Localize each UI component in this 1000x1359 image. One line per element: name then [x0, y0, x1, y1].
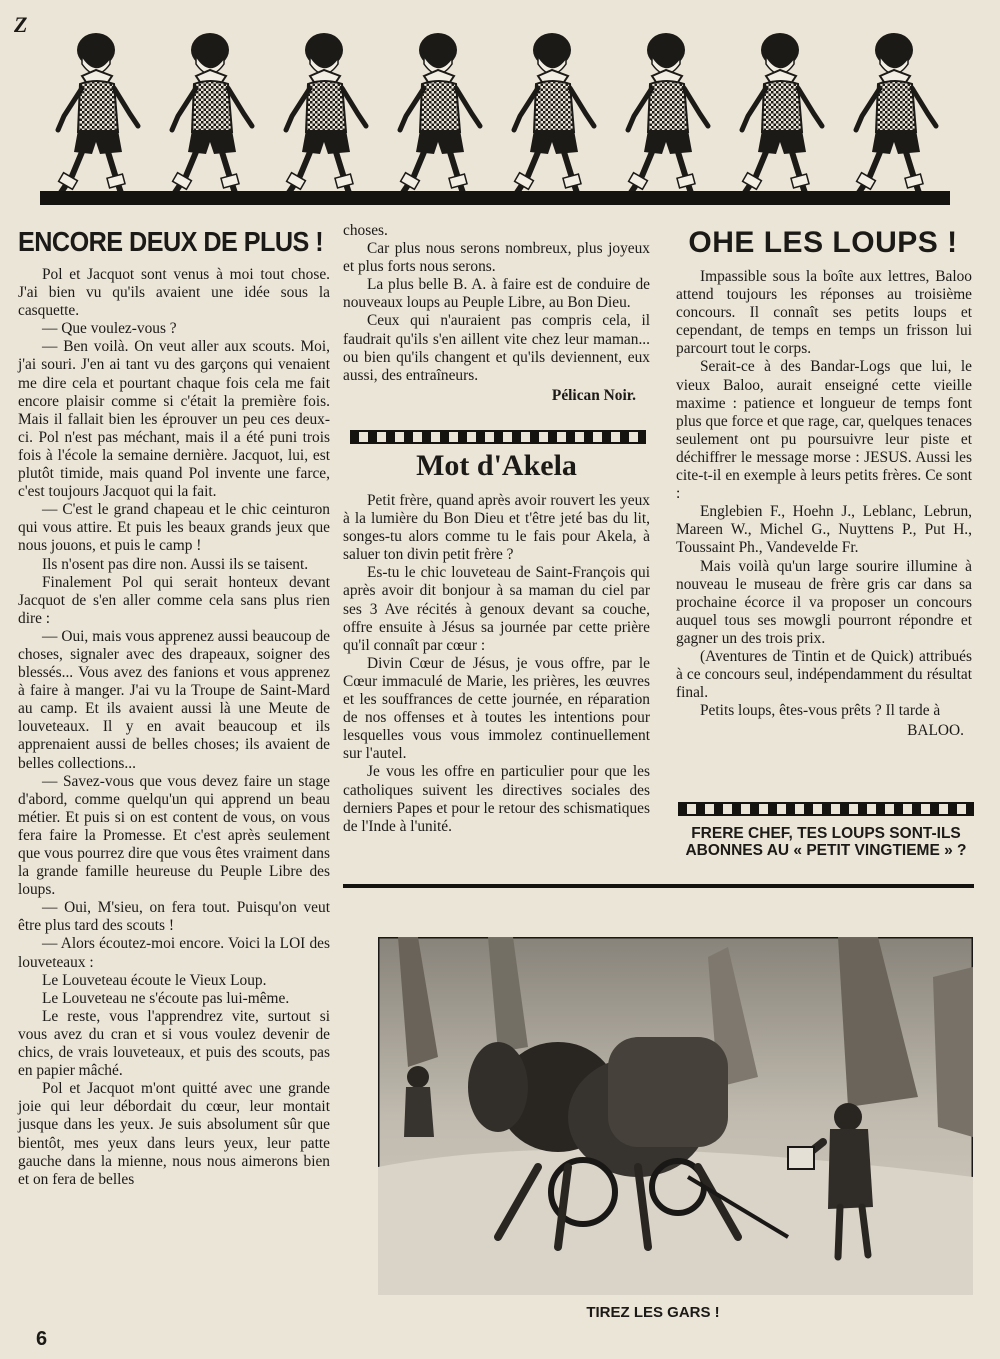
article2-title: Mot d'Akela [416, 449, 577, 482]
article1-paragraph: Pol et Jacquot m'ont quitté avec une grande joie qui leur débordait du cœur, leur montait jusque dans les yeux. Je suis absolument sûr que bientôt, mes yeux dans leurs yeux, leur patte gauche dans la mienne, nous nous aimerons bien et on fera de belles [18, 1080, 330, 1188]
article1-paragraph: Pol et Jacquot sont venus à moi tout chose. J'ai bien vu qu'ils avaient une idée sous la casquette. [18, 266, 330, 320]
article1-paragraph: — Que voulez-vous ? [42, 320, 177, 338]
article1-paragraph: — Savez-vous que vous devez faire un stage d'abord, comme quelqu'un qui apprend un beau métier. Et puis si on est content de vous, on vous fera faire la Promesse. Et c'est après seulement que vous pourrez dire que vous êtes vraiment dans la grande famille heureuse du Peuple Libre des loups. [18, 772, 330, 899]
article1-paragraph: Le Louveteau écoute le Vieux Loup. [42, 971, 267, 989]
article3-paragraph: Mais voilà qu'un large sourire illumine à nouveau le museau de frère gris car dans sa prochaine écorce il va proposer un concours auquel tous ses mowgli pourront répondre et gagner un des trois prix. [676, 557, 972, 647]
middle-column [343, 222, 650, 405]
article1-continuation: Ceux qui n'auraient pas compris cela, il faudrait qu'ils s'en aillent vite chez leur maman... ou bien qu'ils changent et qu'ils deviennent, eux aussi, des entraîneurs. [343, 312, 650, 384]
article3-paragraph: Impassible sous la boîte aux lettres, Baloo attend toujours les réponses au troisième concours. Il connaît ses petits loups et cependant, de temps en temps un frisson lui parcourt tout le corps. [676, 268, 972, 358]
article3-paragraph: Petits loups, êtes-vous prêts ? Il tarde à [700, 702, 941, 720]
banner-ground-rule [40, 191, 950, 205]
article2-paragraph: Es-tu le chic louveteau de Saint-François qui après avoir dit bonjour à sa maman du ciel par ses 3 Ave récités à genoux devant sa couche, offre ensuite à Jésus sa journée par cette prière qu'il connaît par cœur : [343, 564, 650, 654]
checker-divider [678, 802, 974, 816]
cubs-pulling-cart-photo [378, 937, 973, 1295]
article1-signature: Pélican Noir. [551, 386, 636, 404]
article1-continuation: Car plus nous serons nombreux, plus joyeux et plus forts nous serons. [343, 240, 650, 276]
page-number: 6 [36, 1328, 48, 1350]
subscription-headline: FRERE CHEF, TES LOUPS SONT-ILS ABONNES AU « PETIT VINGTIEME » ? [685, 825, 967, 859]
article1-continuation: La plus belle B. A. à faire est de conduire de nouveaux loups au Peuple Libre, au Bon Dieu. [343, 276, 650, 312]
article3-paragraph: (Aventures de Tintin et de Quick) attribués à ce concours seul, indépendamment du résultat final. [676, 647, 972, 702]
article1-title: ENCORE DEUX DE PLUS ! [18, 226, 324, 257]
article3-title: OHE LES LOUPS ! [688, 226, 958, 259]
corner-mark: Z [14, 12, 28, 37]
article2-paragraph: Je vous les offre en particulier pour que les catholiques suivent les directives sociales des derniers Papes et pour le retour des schismatiques de l'Inde à l'unité. [343, 763, 650, 835]
article1-continuation: choses. [343, 222, 388, 239]
article1-paragraph: — C'est le grand chapeau et le chic ceinturon qui vous attire. Et puis les beaux grands jeux que nous jouons, et puis le camp ! [18, 501, 330, 555]
marching-cubs-banner [40, 20, 950, 210]
photo-caption: TIREZ LES GARS ! [586, 1304, 720, 1321]
article1-paragraph: — Oui, mais vous apprenez aussi beaucoup de choses, signaler avec des drapeaux, soigner des blessés... Vous avez des fanions et vous apprenez à faire à manger. J'ai vu la Troupe de Saint-Mard au camp. Et ils avaient aussi là une Meute de louveteaux. Il y en avait beaucoup et ils apprenaient aussi de belles choses; ils avaient de belles collections... [18, 627, 330, 772]
article1-paragraph: — Oui, M'sieu, on fera tout. Puisqu'on veut être plus tard des scouts ! [18, 899, 330, 935]
article3-paragraph: Serait-ce à des Bandar-Logs que lui, le vieux Baloo, aurait enseigné cette vieille maxime : patience et longueur de temps font plus que force et que rage, car, quelques tenaces seulement ont pu poursuivre leur piste et déchiffrer le message morse : JESUS. Aussi les cite-t-il en exemple à leurs petits frères. Ce sont : [676, 358, 972, 503]
article1-paragraph: — Ben voilà. On veut aller aux scouts. Moi, j'ai souri. J'en ai tant vu des garçons qui venaient me dire cela et pourtant chaque fois cela me fait encore plaisir comme si c'était la première fois. Mais il fallait bien les éprouver un peu ces deux-ci. Pol n'est pas méchant, mais il a été puni trois fois à l'école la semaine dernière. Jacquot, lui, est plutôt timide, mais quand Pol invente une farce, c'est toujours Jacquot qui la fait. [18, 338, 330, 501]
article3-paragraph: Englebien F., Hoehn J., Leblanc, Lebrun, Mareen W., Michel G., Nuyttens P., Put H., Toussaint Ph., Vandevelde Fr. [676, 503, 972, 557]
article1-paragraph: Ils n'osent pas dire non. Aussi ils se taisent. [42, 555, 309, 573]
article1-paragraph: Le reste, vous l'apprendrez vite, surtout si vous avez du cran et si vous voulez devenir de chics, de vrais louveteaux, et puis des scouts, pas en papier mâché. [18, 1007, 330, 1080]
article2-column [343, 492, 650, 836]
article2-paragraph: Divin Cœur de Jésus, je vous offre, par le Cœur immaculé de Marie, les prières, les œuvres et les souffrances de cette journée, en réparation de nos offenses et à toutes les intentions pour lesquelles vous vous immolez continuellement sur l'autel. [343, 654, 650, 763]
section-rule [343, 884, 974, 888]
article1-column [18, 266, 330, 1189]
article3-column [676, 268, 972, 740]
article2-paragraph: Petit frère, quand après avoir rouvert les yeux à la lumière du Bon Dieu et t'être jeté bas du lit, songes-tu alors comme tu le fais pour Akela, à saluer ton divin petit frère ? [343, 492, 650, 564]
article3-signature: BALOO. [907, 722, 964, 740]
article1-paragraph: Le Louveteau ne s'écoute pas lui-même. [42, 989, 290, 1007]
article1-paragraph: — Alors écoutez-moi encore. Voici la LOI des louveteaux : [18, 935, 330, 971]
checker-divider [350, 430, 646, 444]
article1-paragraph: Finalement Pol qui serait honteux devant Jacquot de s'en aller comme cela sans plus rien dire : [18, 573, 330, 627]
